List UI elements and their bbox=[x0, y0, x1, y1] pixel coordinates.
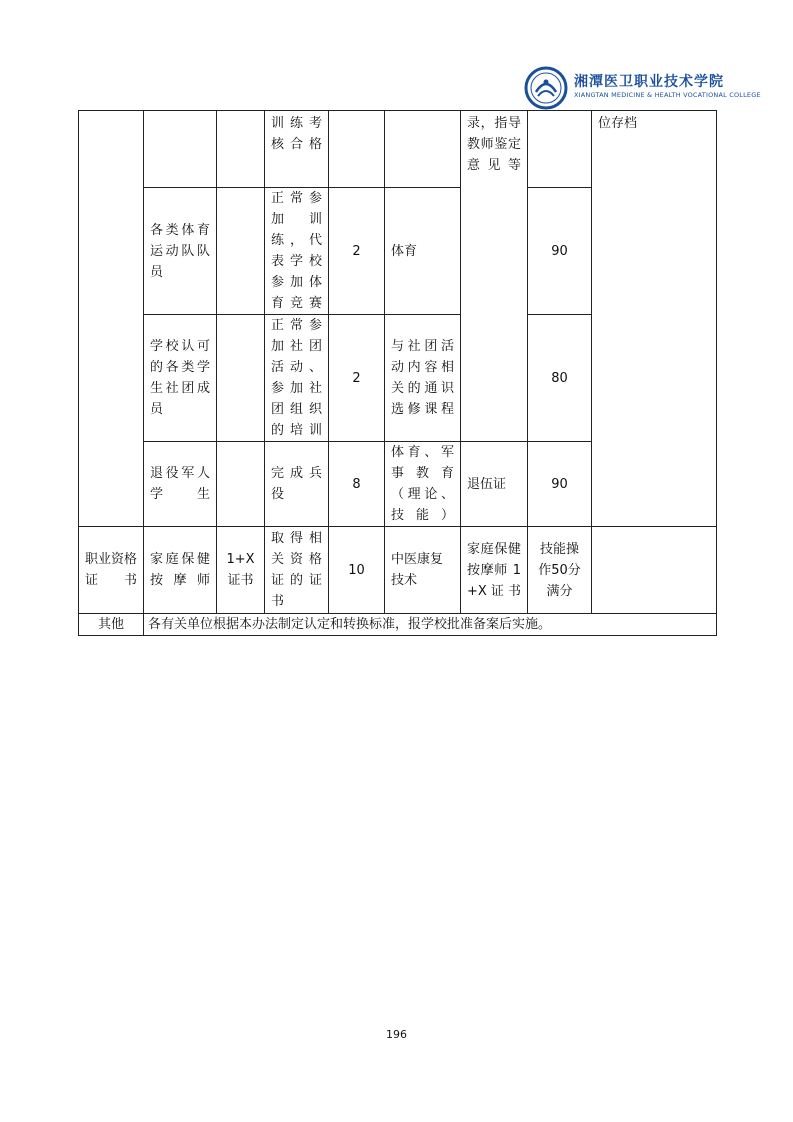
level-cell: 1+X证书 bbox=[217, 527, 265, 614]
criterion-cell: 完成兵役 bbox=[265, 442, 329, 527]
criterion-cell: 取得相关资格证的证书 bbox=[265, 527, 329, 614]
project-cell: 学校认可的各类学生社团成员 bbox=[144, 315, 217, 442]
credits-cell: 10 bbox=[329, 527, 385, 614]
material-cell: 退伍证 bbox=[461, 442, 528, 527]
material-cell: 录，指导教师鉴定意见等 bbox=[461, 111, 528, 442]
credit-conversion-table bbox=[78, 110, 717, 636]
credits-cell: 2 bbox=[329, 188, 385, 315]
criterion-cell: 训练考核合格 bbox=[265, 111, 329, 188]
archive-cell: 位存档 bbox=[592, 111, 717, 527]
level-cell bbox=[217, 315, 265, 442]
table-row bbox=[79, 111, 717, 188]
level-cell bbox=[217, 442, 265, 527]
material-cell: 家庭保健按摩师 1+X证书 bbox=[461, 527, 528, 614]
archive-cell bbox=[592, 527, 717, 614]
project-cell bbox=[144, 111, 217, 188]
course-cell: 体育 bbox=[385, 188, 461, 315]
course-cell: 与社团活动内容相关的通识选修课程 bbox=[385, 315, 461, 442]
college-logo bbox=[524, 66, 761, 110]
project-cell: 各类体育运动队队员 bbox=[144, 188, 217, 315]
score-cell: 80 bbox=[528, 315, 592, 442]
level-cell bbox=[217, 111, 265, 188]
category-cell: 职业资格证书 bbox=[79, 527, 144, 614]
project-cell: 家庭保健按摩师 bbox=[144, 527, 217, 614]
score-cell: 技能操作50分满分 bbox=[528, 527, 592, 614]
logo-chinese-name: 湘潭医卫职业技术学院 bbox=[574, 74, 724, 90]
course-cell: 中医康复技术 bbox=[385, 527, 461, 614]
project-cell: 退役军人学生 bbox=[144, 442, 217, 527]
credits-cell: 8 bbox=[329, 442, 385, 527]
score-cell: 90 bbox=[528, 188, 592, 315]
credits-cell bbox=[329, 111, 385, 188]
course-cell bbox=[385, 111, 461, 188]
score-cell bbox=[528, 111, 592, 188]
criterion-cell: 正常参加训练，代表学校参加体育竞赛 bbox=[265, 188, 329, 315]
college-emblem-icon bbox=[524, 66, 568, 110]
course-cell: 体育、军事教育（理论、技能） bbox=[385, 442, 461, 527]
credits-cell: 2 bbox=[329, 315, 385, 442]
other-description-cell: 各有关单位根据本办法制定认定和转换标准，报学校批准备案后实施。 bbox=[144, 614, 717, 636]
table-row bbox=[79, 614, 717, 636]
level-cell bbox=[217, 188, 265, 315]
score-cell: 90 bbox=[528, 442, 592, 527]
criterion-cell: 正常参加社团活动、参加社团组织的培训 bbox=[265, 315, 329, 442]
logo-english-name: XIANGTAN MEDICINE & HEALTH VOCATIONAL COLLEGE bbox=[574, 91, 761, 99]
category-cell bbox=[79, 111, 144, 527]
page-number: 196 bbox=[386, 1028, 407, 1041]
table-row bbox=[79, 527, 717, 614]
category-cell: 其他 bbox=[79, 614, 144, 636]
